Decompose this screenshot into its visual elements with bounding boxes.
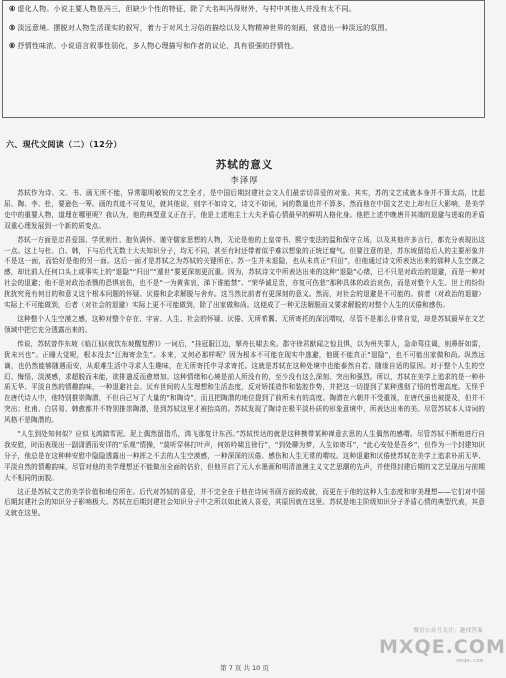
option-item xyxy=(9,40,476,53)
page-number-footer: 第 7 页 共 10 页 xyxy=(220,664,269,672)
watermark-logo-text: MXQE.COM xyxy=(379,635,506,658)
option-item xyxy=(9,22,476,35)
paragraph: 传说，苏轼曾作东坡《临江仙(夜饮东坡醒复醉)》一词后，“挂冠服江边，拏舟长啸去矣。郡守徐君猷闻之惊且惧，以为州失罪人，急命驾往谒，则鼻鼾如雷，犹未兴也”。正睡大觉呢，根本没去“江海寄余生”。本来，又何必那样呢？因为根本不可能在现实中逃避，他既不能真正“退隐”，也不可能出家做和尚。纵然远谪，也仍然能够随遇而安，从艰难生活中寻求人生趣味，在无所寄托中寻求寄托。这就是苏轼在这种处境中也能泰然自若、随缘自适的原因。对于整个人生的空幻、悔悟、淡漠感，求超脱而未能，欲排遣反而愈增加。这种情绪和心境是前人所没有的，至少没有这么深刻、突出和强烈。所以，苏轼在美学上追求的是一种朴质无华、平淡自然的情趣韵味，一种退避社会、厌弃世间的人生理想和生活态度，反对矫揉造作和装腔作势，并把这一切提到了某种透彻了悟的哲理高度。无怪乎在唐代诗人中，他特别推崇陶潜，不但自己写了大量的“和陶诗”，而且把陶潜的地位提到了前所未有的高度。陶潜在六朝并不受重视，在唐代虽也被提及，但并不突出；杜甫、白居易、韩愈都并不特别推崇陶潜，是到苏轼这里才被抬高的。苏轼发现了陶诗在极平淡朴质的形象意境中，所表达出来的美。尽管苏轼本人诗词的风格不是陶潜的。 xyxy=(4,339,485,425)
paragraph: 苏轼一方面是忠君爱国、学优则仕、抱负满怀、谨守儒家思想的人物，无论是他的上皇帝书、熙宁变法的温和保守立场，以及其他许多言行，都充分表现出这一点。这上与杜、白、韩，下与后代无数士大夫知识分子，均无不同，甚至有时还带着似乎难以想象的正统迂腐气。但要注意的是，苏东坡留给后人的主要形象并不是这一面，而恰好是他的另一面。这后一面才是苏轼之为苏轼的关键所在。苏一生并未退隐，也从未真正“归田”，但他通过诗文所表达出来的那种人生空漠之感，却比前人任何口头上或事实上的“退隐”“归田”“遁世”要更深刻更沉重。因为，苏轼诗文中所表达出来的这种“退隐”心绪，已不只是对政治的退避，而是一种对社会的退避；他不是对政治杀戮的恐惧哀伤，也不是“一为黄雀哀，涕下谁能禁”、“荣华诚足贵，亦复可伤悲”那种具体的政治哀伤，而是对整个人生、世上的纷纷扰扰究竟有何目的和意义这个根本问题的怀疑、厌倦和企求解脱与舍弃。这当然比前者有更深刻的意义。然而，对社会的退避是不可能的。前者（对政治的退避）实际上不可能做到，后者（对社会的退避）实际上更不可能做到，除了出家做和尚。这便成了一种无法解脱而又要求解脱的对整个人生的厌倦和感伤。 xyxy=(4,235,485,310)
paragraph: “人生到处知何似？应似飞鸿踏雪泥。泥上偶然留指爪，鸿飞那复计东西。”苏轼传达的就是这种携带某种禅意玄思的人生偶然的感喟。尽管苏轼不断地进行自我安慰，时而表现出一副潇洒而安详的“乐观”情操，“莫听穿林打叶声，何妨吟啸且徐行”，“到处聊为梦，人生如寄耳”，“此心安处是吾乡”，但作为一个封建知识分子，他总是在这种种安慰中隐隐透露出一种挥之不去的人生空漠感，一种深深的厌倦、感伤和人生无常的喟叹。这种退避和厌倦使苏轼在美学上追求朴质无华、平淡自然的情趣韵味，尽管对他的美学理想还不能做出全面的估价，但他开启了元人水墨画和明清浪漫主义文艺思潮的先声，并使得封建后期的文艺呈现出与前期大不相同的面貌。 xyxy=(4,430,485,482)
article-body xyxy=(4,188,506,660)
option-text: 抒情性味浓。小说语言叙事性弱化，多人物心理描写和作者的议论，具有很强的抒情性。 xyxy=(17,42,299,50)
option-label: ⑤ xyxy=(9,22,16,32)
option-label: ④ xyxy=(9,4,16,13)
article-author: 李泽厚 xyxy=(230,176,259,186)
option-text: 虚化人物。小说主要人物是冯三，但缺少个性的特征，除了大名叫冯得财外，与村中其他人并没有太不同。 xyxy=(17,5,356,13)
option-label: ⑥ xyxy=(9,41,16,50)
answer-options-box xyxy=(2,0,485,118)
watermark-url: mxqe.com xyxy=(456,657,483,664)
paragraph: 苏轼作为诗、文、书、画无所不能，异常聪明敏锐的文艺全才，是中国后期封建社会文人们最亲切喜爱的对象。其实，苏的文艺成就本身并不算太高，比起屈、陶、李、杜，要逊色一筹。画的真迹不可复见，就其他说，则字不如诗文，诗文不如词，词的数量也并不算多。然而他在中国文艺史上却有巨大影响，是美学史中的重要人物，道理在哪里呢？我认为，他的典型意义正在于，他是上述地主士大夫矛盾心情最早的鲜明人格化身。他把上述中晚唐开其端的退避与进取的矛盾双重心理发展到一个新的质变点。 xyxy=(4,189,485,230)
watermark-caption: 微信公众号关注：趣找答案 xyxy=(413,628,483,634)
article-title: 苏轼的意义 xyxy=(215,159,274,171)
option-text: 淡远意境。摆脱对人物生活现实的叙写，着力于对风土习俗的描绘以及人物精神世界的刻画，营造出一种淡远的氛围。 xyxy=(17,23,392,32)
paragraph: 这正是苏轼文艺的美学价值和地位所在。后代对苏轼的喜爱，并不完全在于他在诗词书画方面的成就，而更在于他的这种人生态度和审美理想——它们对中国后期封建社会的知识分子影响极大。苏轼在后期封建社会知识分子中之所以如此被人喜爱，其原因就在这里。苏轼是地主阶级知识分子矛盾心情的典型代表，其意义就在这里。 xyxy=(4,487,485,518)
option-item xyxy=(9,3,476,16)
paragraph: 这种整个人生空漠之感，这种对整个存在、宇宙、人生、社会的怀疑、厌倦、无所希冀、无所寄托的深沉喟叹，尽管不是那么非常自觉，却是苏轼最早在文艺领域中把它充分透露出来的。 xyxy=(4,314,485,334)
section-heading: 六、现代文阅读（二）（12分） xyxy=(6,140,122,149)
